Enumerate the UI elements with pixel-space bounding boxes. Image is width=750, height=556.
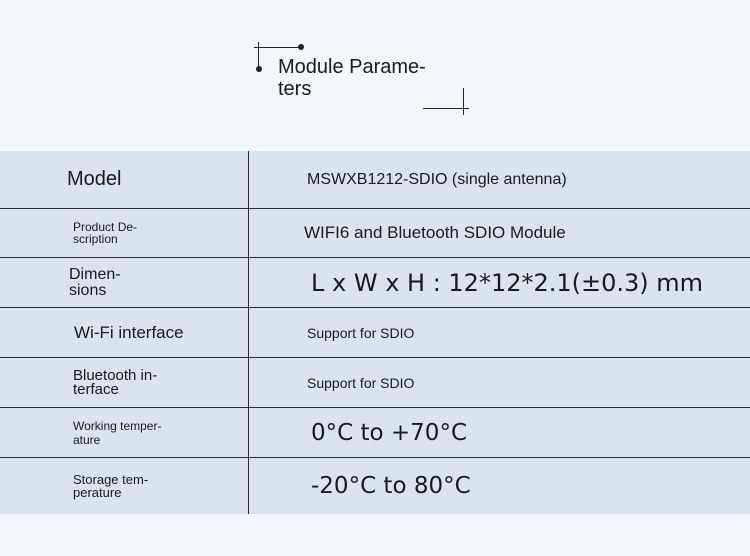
row-value-text: 0°C to +70°C [311,419,468,446]
row-label-text: Dimen- sions [69,265,121,299]
row-label [0,258,248,307]
header [0,0,750,151]
decorative-line [254,47,302,48]
row-label-text: Model [67,168,122,190]
row-label [0,208,248,257]
row-value-text: Support for SDIO [307,324,415,341]
table-row-storage-temperature [0,458,750,514]
row-value [249,208,750,257]
row-label [0,308,248,357]
row-value-text: WIFI6 and Bluetooth SDIO Module [304,222,566,242]
table-row-description [0,208,750,258]
row-label-text: Working temper- ature [73,418,162,447]
table-row-bluetooth-interface [0,358,750,408]
parameters-table [0,151,750,514]
row-value-text: Support for SDIO [307,374,415,391]
table-row-wifi-interface [0,308,750,358]
row-label-text: Wi-Fi interface [74,322,184,342]
row-label-text: Product De- scription [73,219,138,246]
row-label [0,358,248,407]
row-label-text: Storage tem- perature [73,472,149,500]
row-value [249,151,750,208]
row-label [0,151,248,208]
row-value-text: MSWXB1212-SDIO (single antenna) [307,170,567,188]
table-row-working-temperature [0,408,750,458]
decorative-line [463,88,464,115]
decorative-dot [256,66,262,72]
row-value [249,258,750,307]
row-value [249,458,750,514]
row-value-text: -20°C to 80°C [311,473,471,499]
row-value [249,408,750,457]
table-row-dimensions [0,258,750,308]
decorative-dot [298,44,304,50]
table-row-model [0,151,750,209]
page-title: Module Parame- ters [278,56,426,100]
row-value-text: L x W x H : 12*12*2.1(±0.3) mm [311,268,704,297]
row-value [249,358,750,407]
row-label [0,458,248,514]
row-value [249,308,750,357]
footer-space [0,514,750,556]
row-label [0,408,248,457]
row-label-text: Bluetooth in- terface [73,366,158,398]
